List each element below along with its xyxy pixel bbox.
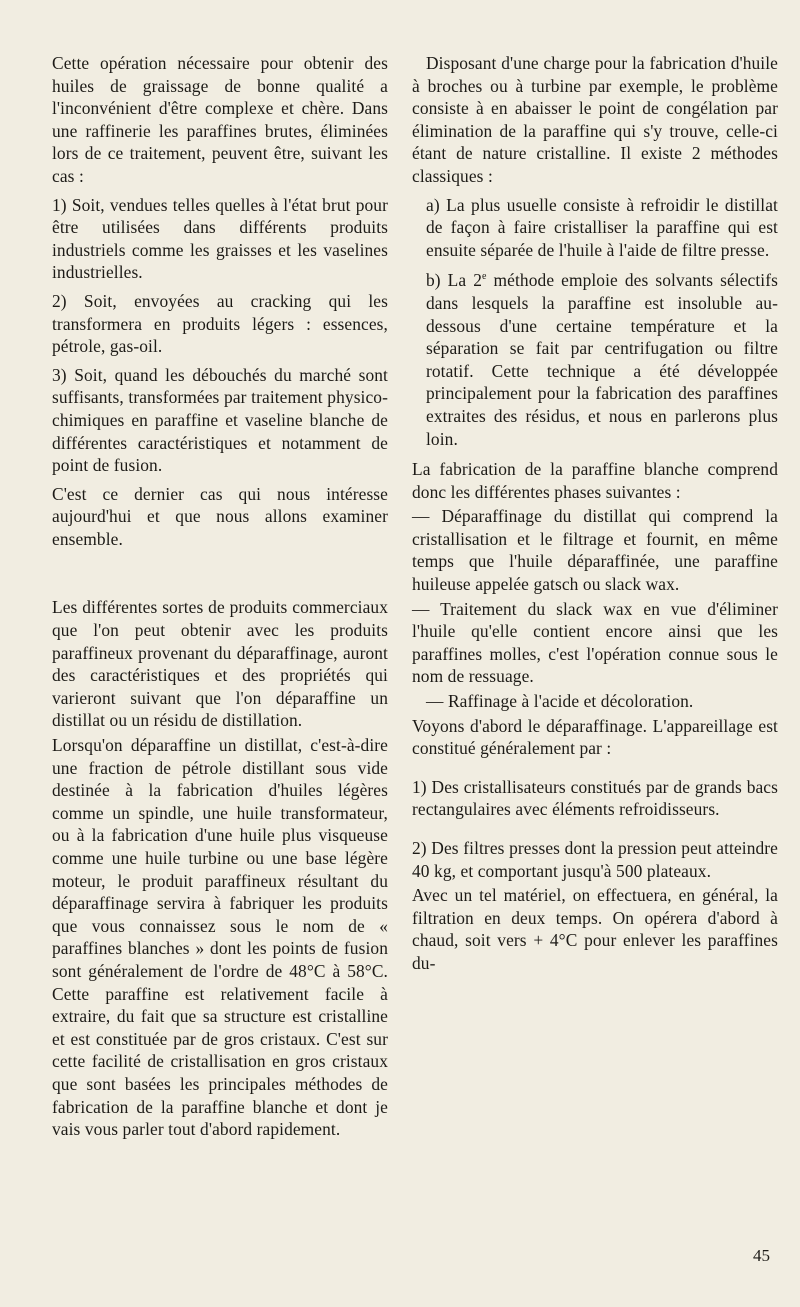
list-item-1: 1) Soit, vendues telles quelles à l'état brut pour être utilisées dans différents produits industriels comme les graisses et les vaselines industrielles.	[52, 194, 388, 283]
page-number: 45	[753, 1246, 770, 1265]
method-a: a) La plus usuelle consiste à refroidir le distillat de façon à faire cristalliser la paraffine qui est ensuite séparée de l'huile à l'aide de filtre presse.	[426, 194, 778, 260]
equipment-item-1: 1) Des cristallisateurs constitués par de grands bacs rectangulaires avec éléments refroidisseurs.	[412, 776, 778, 820]
equipment-item-2: 2) Des filtres presses dont la pression peut atteindre 40 kg, et comportant jusqu'à 500 plateaux.	[412, 838, 778, 881]
list-item-2: 2) Soit, envoyées au cracking qui les transformera en produits légers : essences, pétrole, gas-oil.	[52, 290, 388, 357]
method-b	[412, 269, 778, 450]
list-gap	[412, 766, 778, 776]
method-b-prefix: b) La 2	[426, 270, 483, 291]
method-b-superscript: e	[482, 271, 487, 283]
paragraph-phases: La fabrication de la paraffine blanche comprend donc les différentes phases suivantes :	[412, 459, 778, 502]
phase-deparaffinage: — Déparaffinage du distillat qui comprend la cristallisation et le filtrage et fournit, en même temps que l'huile déparaffinée, une paraffine huileuse appelée gatsch ou slack wax.	[412, 506, 778, 595]
paragraph-distillate: Lorsqu'on déparaffine un distillat, c'est-à-dire une fraction de pétrole distillant sous vide destinée à la fabrication d'huiles légères comme un spindle, une huile transformateur, ou à la fabrication d'une huile plus visqueuse comme une huile turbine ou une base légère moteur, le produit paraffineux résultant du déparaffinage servira à fabriquer les produits que vous connaissez sous le nom de « paraffines blanches » dont les points de fusion sont généralement de l'ordre de 48°C à 58°C. Cette paraffine est relativement facile à extraire, du fait que sa structure est cristalline et est constituée par de gros cristaux. C'est sur cette facilité de cristallisation en gros cristaux que sont basées les principales méthodes de fabrication de la paraffine blanche et dont je vais vous parler tout d'abord rapidement.	[52, 735, 388, 1140]
paragraph-filtration: Avec un tel matériel, on effectuera, en général, la filtration en deux temps. On opérera d'abord à chaud, soit vers + 4°C pour enlever les paraffines du-	[412, 885, 778, 973]
paragraph-conclusion: C'est ce dernier cas qui nous intéresse aujourd'hui et que nous allons examiner ensemble.	[52, 483, 388, 549]
phase-ressuage: — Traitement du slack wax en vue d'éliminer l'huile qu'elle contient encore ainsi que les paraffines molles, c'est l'opération connue sous le nom de ressuage.	[412, 598, 778, 687]
list-item-3: 3) Soit, quand les débouchés du marché sont suffisants, transformées par traitement physico-chimiques en paraffine et vaseline blanche de différentes caractéristiques et notamment de point de fusion.	[52, 364, 388, 476]
section-gap	[52, 556, 388, 596]
phase-raffinage: — Raffinage à l'acide et décoloration.	[426, 691, 694, 712]
paragraph-charge: Disposant d'une charge pour la fabrication d'huile à broches ou à turbine par exemple, le problème consiste à en abaisser le point de congélation par élimination de la paraffine qui s'y trouve, celle-ci étant de nature cristalline. Il existe 2 méthodes classiques :	[412, 53, 778, 186]
method-b-text: méthode emploie des solvants sélectifs dans lesquels la paraffine est insoluble au-dessous d'une certaine température et la séparation se fait par centrifugation ou filtre rotatif. Cette technique a été développée principalement pour la fabrication des paraffines extraites des résidus, et nous en parlerons plus loin.	[426, 270, 778, 449]
left-column	[52, 52, 388, 1147]
list-gap-2	[412, 827, 778, 837]
right-column	[412, 52, 778, 981]
paragraph-intro: Cette opération nécessaire pour obtenir des huiles de graissage de bonne qualité a l'inconvénient d'être complexe et chère. Dans une raffinerie les paraffines brutes, éliminées lors de ce traitement, peuvent être, suivant les cas :	[52, 53, 388, 186]
paragraph-equipment: Voyons d'abord le déparaffinage. L'appareillage est constitué généralement par :	[412, 715, 778, 759]
paragraph-products: Les différentes sortes de produits commerciaux que l'on peut obtenir avec les produits paraffineux provenant du déparaffinage, auront des caractéristiques et des propriétés qui varieront suivant que l'on déparaffine un distillat ou un résidu de distillation.	[52, 597, 388, 731]
